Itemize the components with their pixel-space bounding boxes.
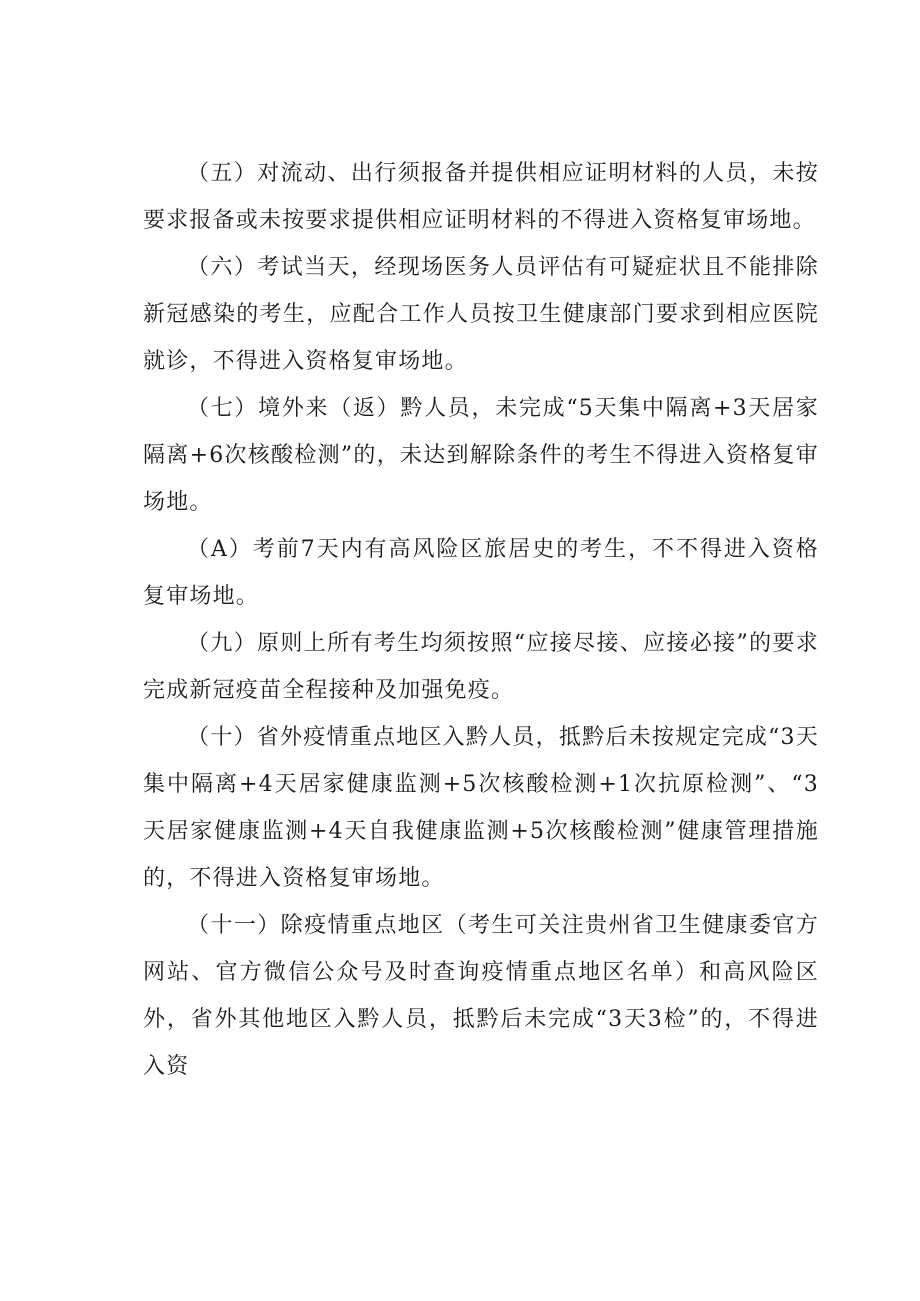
paragraph-8: （A）考前7天内有高风险区旅居史的考生，不不得进入资格复审场地。 [143, 537, 819, 609]
paragraph-9: （九）原则上所有考生均须按照“应接尽接、应接必接”的要求完成新冠疫苗全程接种及加强免疫。 [143, 631, 819, 703]
paragraph-6: （六）考试当天，经现场医务人员评估有可疑症状且不能排除新冠感染的考生，应配合工作人员按卫生健康部门要求到相应医院就诊，不得进入资格复审场地。 [143, 255, 819, 374]
paragraph-5: （五）对流动、出行须报备并提供相应证明材料的人员，未按要求报备或未按要求提供相应证明材料的不得进入资格复审场地。 [143, 161, 819, 233]
paragraph-7: （七）境外来（返）黔人员，未完成“5天集中隔离+3天居家隔离+6次核酸检测”的，未达到解除条件的考生不得进入资格复审场地。 [143, 396, 819, 515]
document-body [143, 150, 819, 1090]
paragraph-11: （十一）除疫情重点地区（考生可关注贵州省卫生健康委官方网站、官方微信公众号及时查询疫情重点地区名单）和高风险区外，省外其他地区入黔人员，抵黔后未完成“3天3检”的，不得进入资 [143, 913, 819, 1079]
paragraph-10: （十）省外疫情重点地区入黔人员，抵黔后未按规定完成“3天集中隔离+4天居家健康监测+5次核酸检测+1次抗原检测”、“3天居家健康监测+4天自我健康监测+5次核酸检测”健康管理措施的，不得进入资格复审场地。 [143, 725, 819, 891]
